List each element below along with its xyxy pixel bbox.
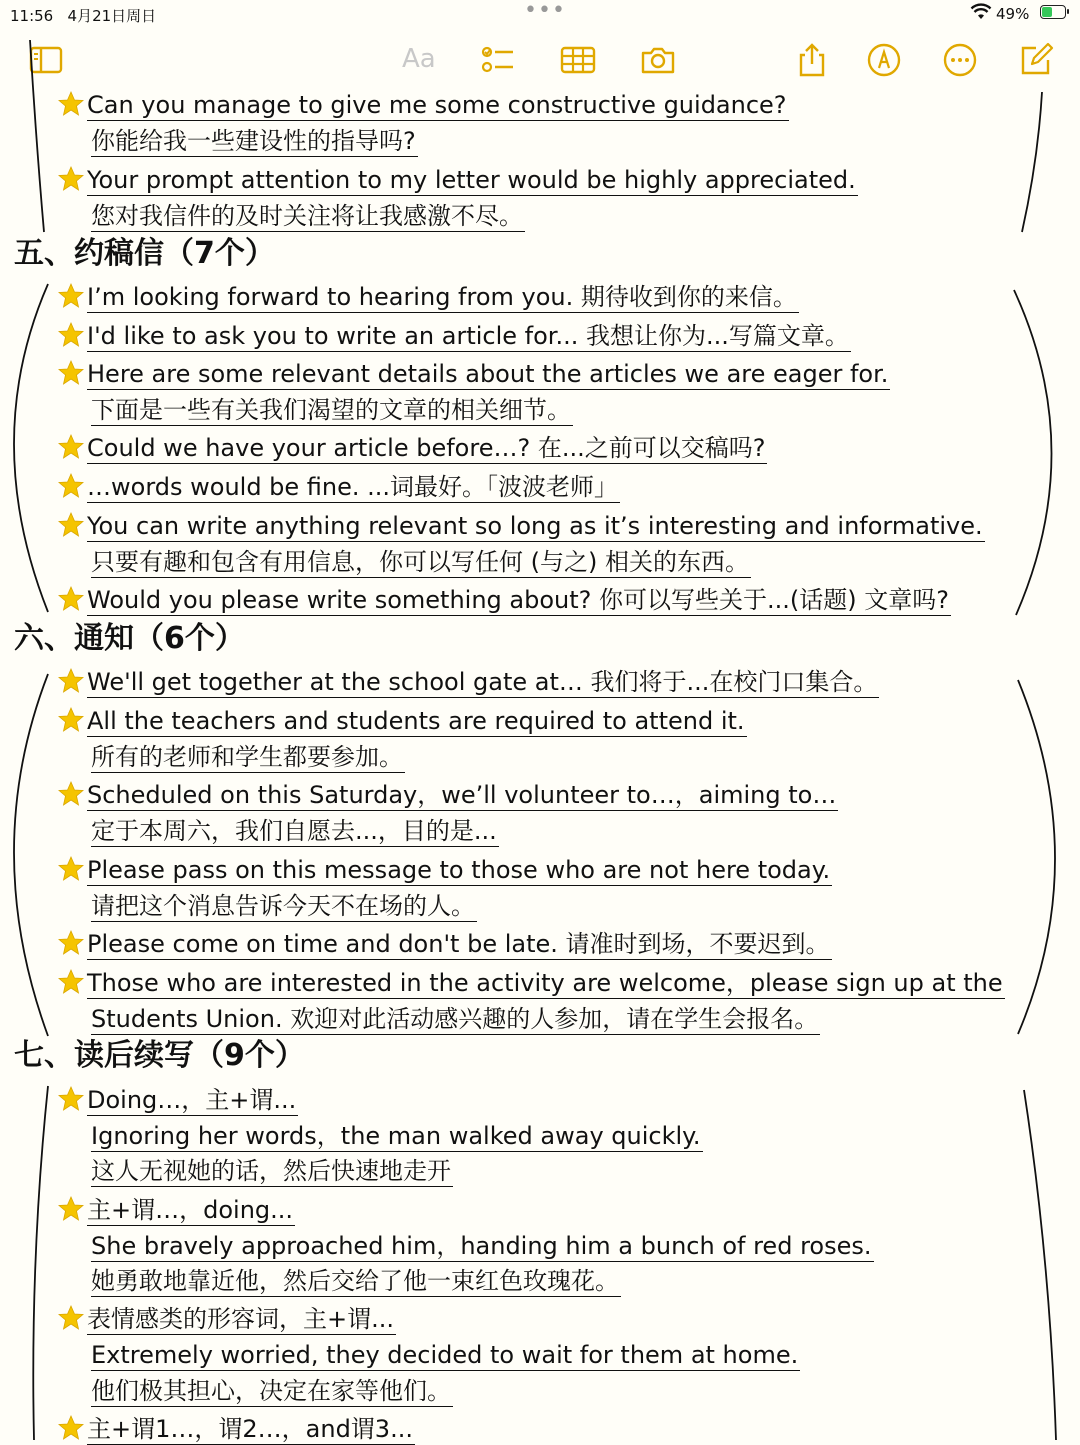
phrase-cn: 你能给我一些建设性的指导吗? bbox=[91, 127, 416, 155]
phrase-en: Those who are interested in the activity are welcome，please sign up at the bbox=[87, 969, 1003, 997]
star-icon bbox=[58, 707, 84, 733]
phrase-en: Here are some relevant details about the articles we are eager for. bbox=[87, 360, 889, 388]
phrase-cn: 定于本周六，我们自愿去...，目的是... bbox=[91, 817, 497, 845]
star-icon bbox=[58, 434, 84, 460]
pattern-line: 表情感类的形容词，主+谓... bbox=[87, 1305, 394, 1333]
date: 4月21日周日 bbox=[67, 7, 157, 25]
phrase-en: All the teachers and students are required to attend it. bbox=[87, 707, 745, 735]
phrase-en: I'd like to ask you to write an article for... 我想让你为...写篇文章。 bbox=[87, 322, 849, 350]
star-icon bbox=[58, 1196, 84, 1222]
phrase-en: Could we have your article before…? 在...之前可以交稿吗? bbox=[87, 434, 766, 462]
phrase-cn: 所有的老师和学生都要参加。 bbox=[91, 743, 403, 771]
pattern-line: Doing…，主+谓... bbox=[87, 1086, 297, 1114]
section-heading: 五、约稿信（7个） bbox=[14, 236, 275, 271]
star-icon bbox=[58, 91, 84, 117]
star-icon bbox=[58, 360, 84, 386]
section-heading: 七、读后续写（9个） bbox=[14, 1038, 305, 1073]
section-heading: 六、通知（6个） bbox=[14, 621, 245, 656]
star-icon bbox=[58, 1086, 84, 1112]
phrase-en: Your prompt attention to my letter would be highly appreciated. bbox=[87, 166, 856, 194]
star-icon bbox=[58, 930, 84, 956]
example-cn: 他们极其担心，决定在家等他们。 bbox=[91, 1377, 451, 1405]
star-icon bbox=[58, 856, 84, 882]
phrase-cn: Students Union. 欢迎对此活动感兴趣的人参加，请在学生会报名。 bbox=[91, 1005, 819, 1033]
clock: 11:56 bbox=[10, 7, 54, 25]
example-en: Ignoring her words，the man walked away quickly. bbox=[91, 1122, 701, 1150]
multitasking-dots-icon[interactable]: ••• bbox=[524, 0, 566, 23]
phrase-cn: 请把这个消息告诉今天不在场的人。 bbox=[91, 892, 475, 920]
example-cn: 这人无视她的话，然后快速地走开 bbox=[91, 1157, 451, 1185]
star-icon bbox=[58, 668, 84, 694]
phrase-en: Would you please write something about? 你可以写些关于...(话题) 文章吗? bbox=[87, 586, 950, 614]
phrase-cn: 您对我信件的及时关注将让我感激不尽。 bbox=[91, 202, 523, 230]
phrase-en: Please pass on this message to those who are not here today. bbox=[87, 856, 831, 884]
phrase-en: Please come on time and don't be late. 请准时到场，不要迟到。 bbox=[87, 930, 830, 958]
star-icon bbox=[58, 1305, 84, 1331]
star-icon bbox=[58, 1415, 84, 1441]
phrase-cn: 下面是一些有关我们渴望的文章的相关细节。 bbox=[91, 396, 571, 424]
star-icon bbox=[58, 322, 84, 348]
example-cn: 她勇敢地靠近他，然后交给了他一束红色玫瑰花。 bbox=[91, 1267, 619, 1295]
example-en: Extremely worried, they decided to wait for them at home. bbox=[91, 1341, 799, 1369]
pattern-line: 主+谓1…，谓2…，and谓3... bbox=[87, 1415, 413, 1443]
phrase-cn: 只要有趣和包含有用信息，你可以写任何 (与之) 相关的东西。 bbox=[91, 548, 749, 576]
star-icon bbox=[58, 969, 84, 995]
format-text-button[interactable]: Aa bbox=[402, 44, 436, 74]
star-icon bbox=[58, 166, 84, 192]
phrase-en: Can you manage to give me some constructive guidance? bbox=[87, 91, 787, 119]
phrase-en: …words would be fine. ...词最好。「波波老师」 bbox=[87, 473, 619, 501]
battery-percent: 49% bbox=[996, 5, 1030, 23]
phrase-en: We'll get together at the school gate at… 我们将于...在校门口集合。 bbox=[87, 668, 878, 696]
example-en: She bravely approached him，handing him a bunch of red roses. bbox=[91, 1232, 872, 1260]
star-icon bbox=[58, 283, 84, 309]
star-icon bbox=[58, 586, 84, 612]
pattern-line: 主+谓…，doing... bbox=[87, 1196, 294, 1224]
star-icon bbox=[58, 512, 84, 538]
star-icon bbox=[58, 473, 84, 499]
phrase-en: You can write anything relevant so long as it’s interesting and informative. bbox=[87, 512, 983, 540]
phrase-en: I’m looking forward to hearing from you. 期待收到你的来信。 bbox=[87, 283, 797, 311]
phrase-en: Scheduled on this Saturday，we’ll volunteer to…，aiming to… bbox=[87, 781, 837, 809]
star-icon bbox=[58, 781, 84, 807]
